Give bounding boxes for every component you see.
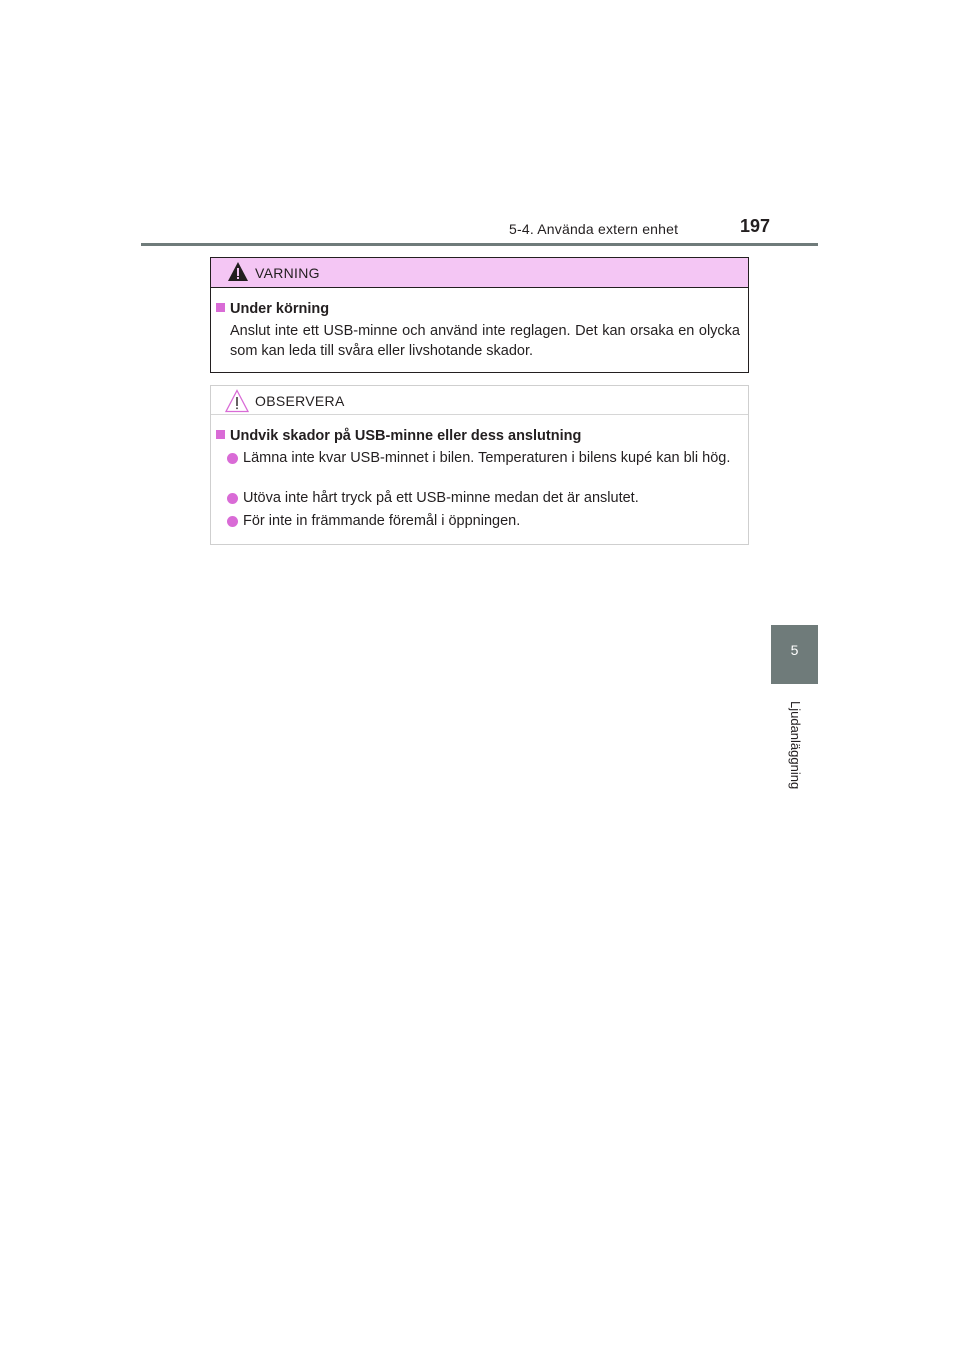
caution-icon [225,389,249,413]
warning-item-text: Anslut inte ett USB-minne och använd inte reglagen. Det kan orsaka en olycka som kan leda till svåra eller livshotande skador. [230,323,740,359]
square-bullet-icon [216,303,225,312]
caution-heading: OBSERVERA [255,393,345,409]
page-number: 197 [740,216,771,236]
square-bullet-icon [216,430,225,439]
header-rule [141,243,818,246]
bullet-dot-icon [227,453,238,464]
chapter-tab[interactable] [771,625,818,684]
caution-item-title: Undvik skador på USB-minne eller dess anslutning [216,428,581,444]
section-title: 5-4. Använda extern enhet [509,221,679,237]
warning-icon [227,261,249,282]
caution-header [211,386,748,415]
bullet-dot-icon [227,493,238,504]
list-item: Lämna inte kvar USB-minnet i bilen. Temperaturen i bilens kupé kan bli hög. [227,448,743,468]
chapter-number: 5 [790,642,799,658]
list-item: Utöva inte hårt tryck på ett USB-minne medan det är anslutet. [227,488,743,508]
bullet-dot-icon [227,516,238,527]
caution-box [210,385,749,545]
warning-item-title: Under körning [216,301,329,317]
warning-header [211,258,748,288]
chapter-label: Ljudanläggning [788,701,803,790]
warning-heading: VARNING [255,265,320,281]
warning-box [210,257,749,373]
list-item: För inte in främmande föremål i öppningen. [227,511,743,531]
